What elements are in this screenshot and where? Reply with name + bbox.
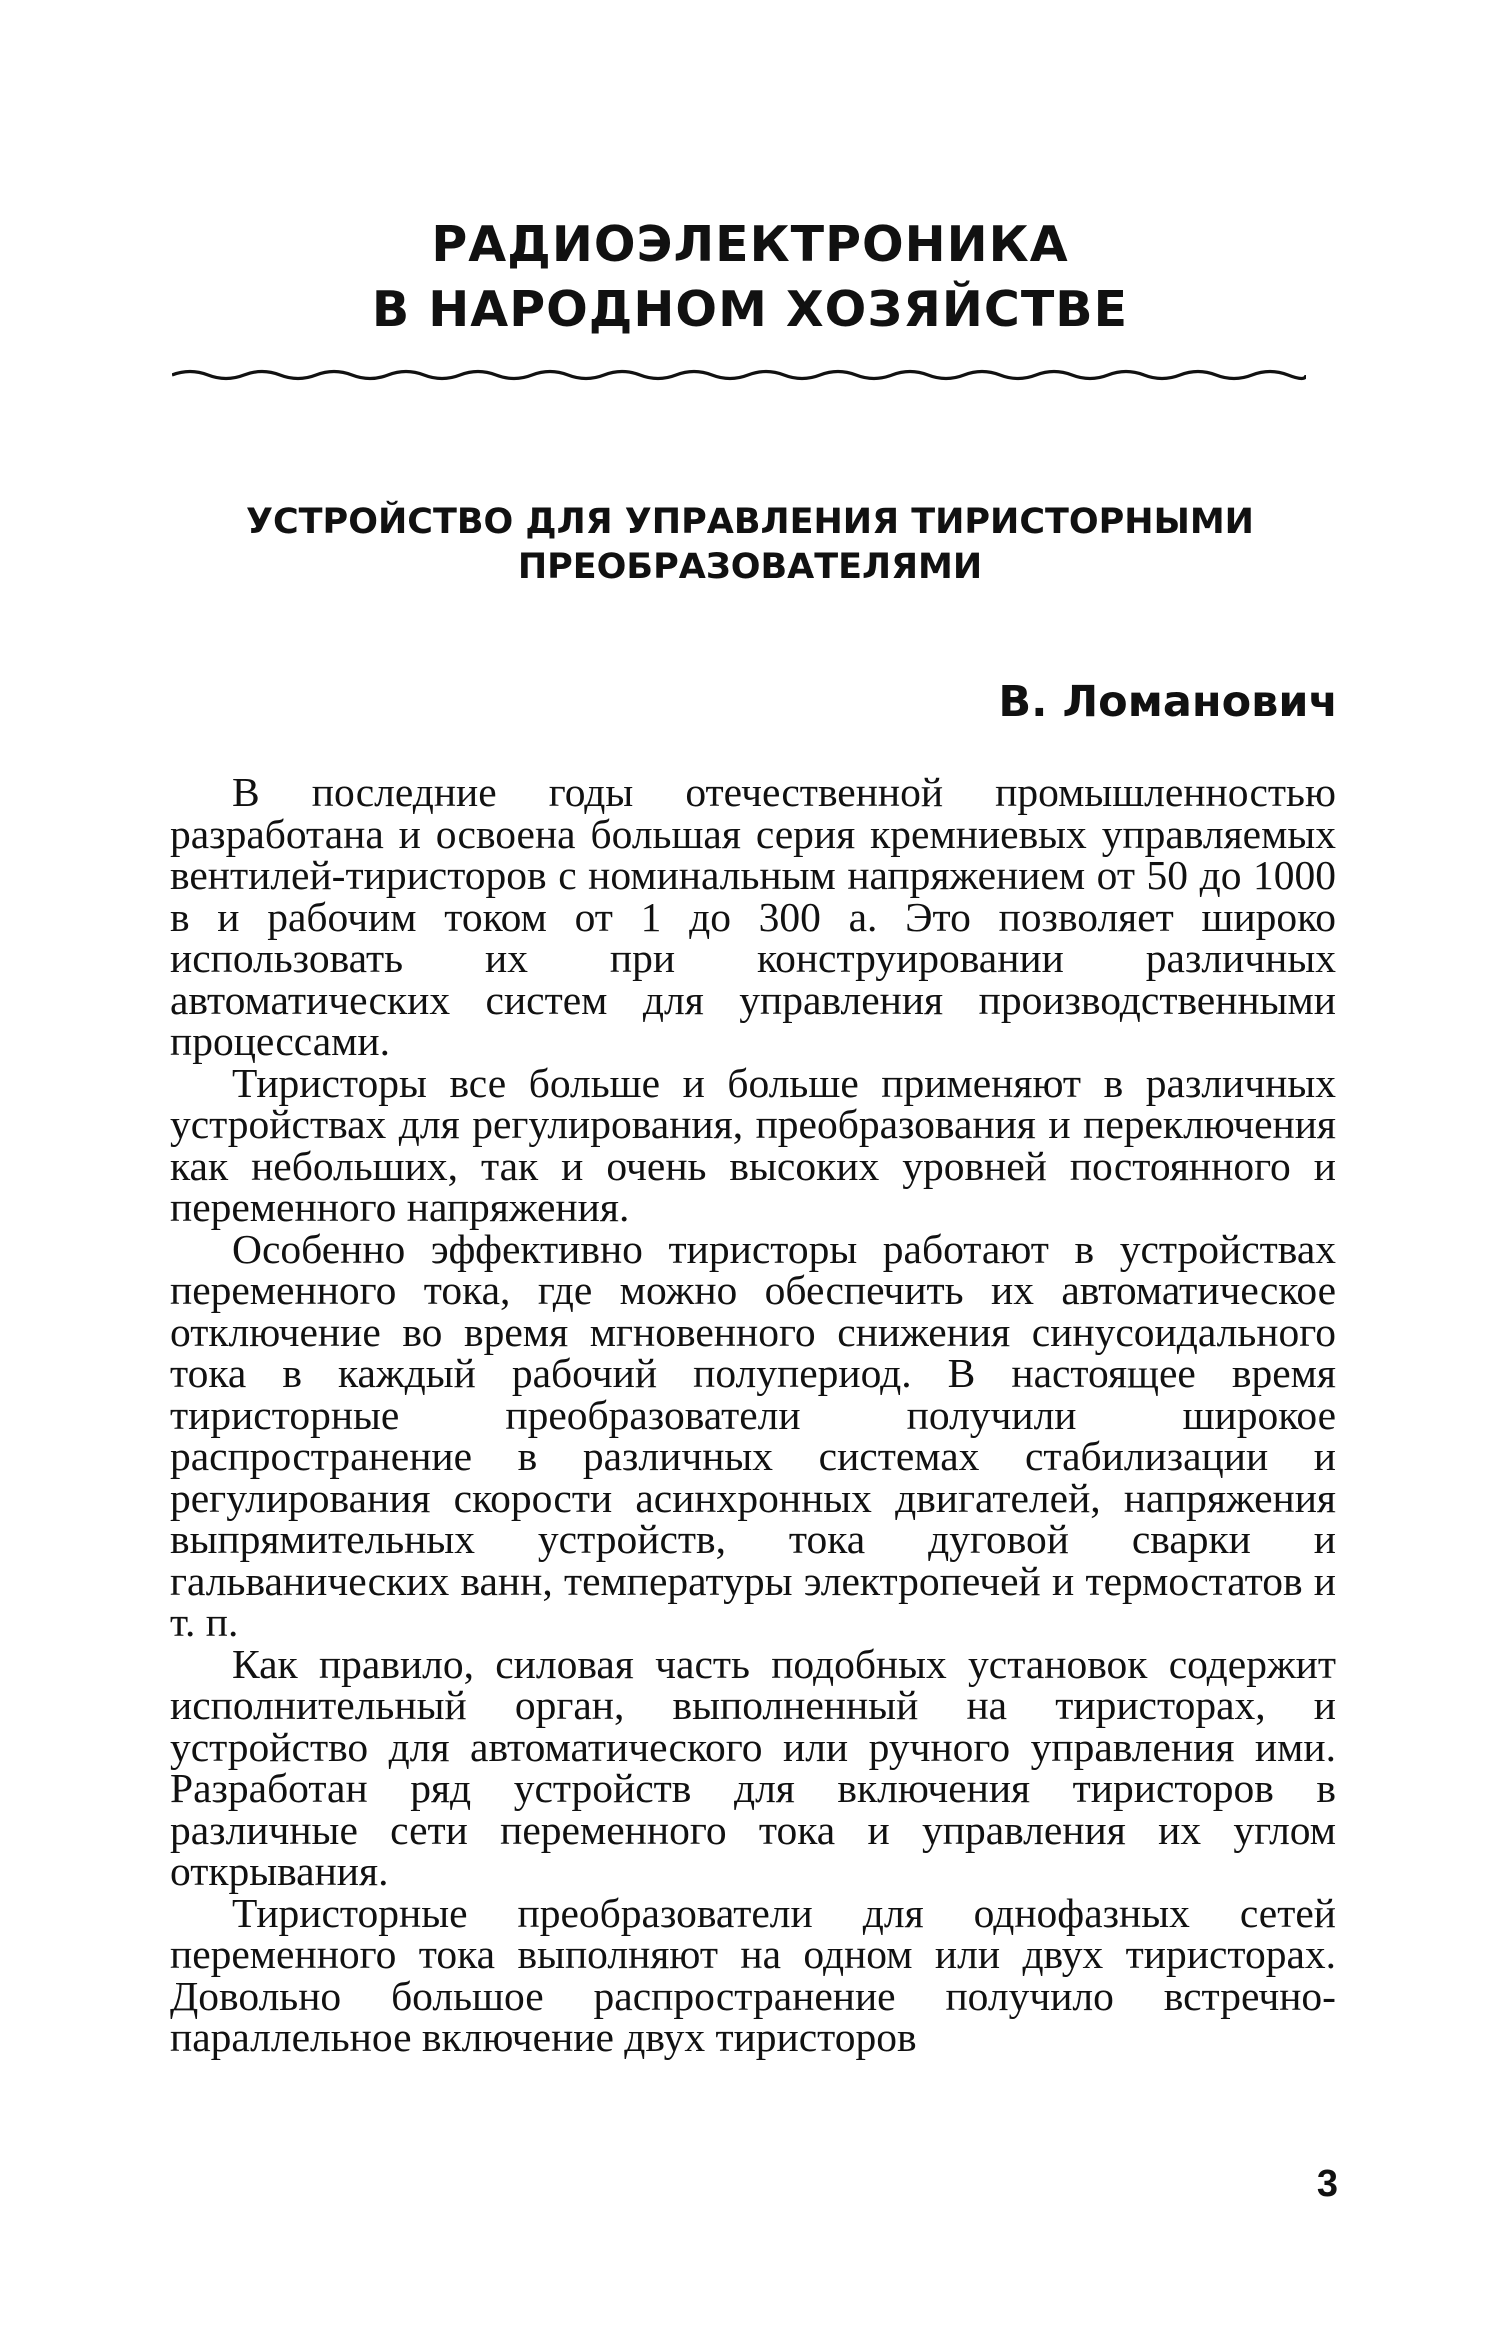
section-title-line-2: В НАРОДНОМ ХОЗЯЙСТВЕ	[371, 281, 1129, 338]
author-name: В. Ломанович	[998, 677, 1338, 727]
section-title-line-1: РАДИОЭЛЕКТРОНИКА	[431, 216, 1069, 273]
paragraph: В последние годы отечественной промышленностью разработана и освоена большая серия кремниевых управляемых вентилей-тиристоров с номинальным напряжением от 50 до 1000 в и рабочим током от 1 до 300 а. Это позволяет широко использовать их при конструировании различных автоматических систем для управления производственными процессами.	[170, 769, 1336, 1064]
paragraph: Как правило, силовая часть подобных установок содержит исполнительный орган, выполненный на тиристорах, и устройство для автоматического или ручного управления ими. Разработан ряд устройств для включения тиристоров в различные сети переменного тока и управления их углом открывания.	[170, 1640, 1336, 1894]
article-title-line-2: ПРЕОБРАЗОВАТЕЛЯМИ	[517, 547, 983, 587]
page-number: 3	[1316, 2163, 1338, 2205]
section-title	[0, 212, 1500, 342]
article-title-line-1: УСТРОЙСТВО ДЛЯ УПРАВЛЕНИЯ ТИРИСТОРНЫМИ	[246, 502, 1254, 542]
paragraph: Особенно эффективно тиристоры работают в устройствах переменного тока, где можно обеспечить их автоматическое отключение во время мгновенного снижения синусоидального тока в каждый рабочий полупериод. В настоящее время тиристорные преобразователи получили широкое распространение в различных системах стабилизации и регулирования скорости асинхронных двигателей, напряжения выпрямительных устройств, тока дуговой сварки и гальванических ванн, температуры электропечей и термостатов и т. п.	[170, 1225, 1336, 1645]
paragraph: Тиристоры все больше и больше применяют в различных устройствах для регулирования, преобразования и переключения как небольших, так и очень высоких уровней постоянного и переменного напряжения.	[170, 1059, 1336, 1230]
paragraph: Тиристорные преобразователи для однофазных сетей переменного тока выполняют на одном или двух тиристорах. Довольно большое распространение получило встречно-параллельное включение двух тиристоров	[170, 1889, 1336, 2060]
wavy-divider	[172, 368, 1306, 382]
article-title	[150, 500, 1350, 590]
article-body	[170, 769, 1336, 2060]
